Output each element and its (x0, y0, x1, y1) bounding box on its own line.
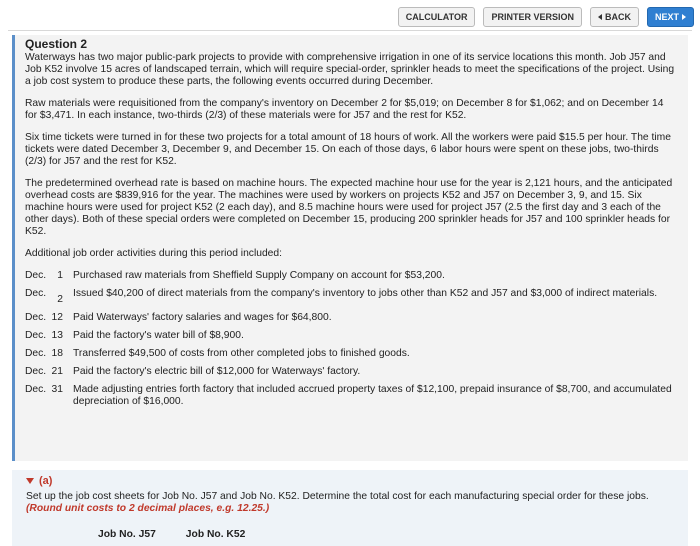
calculator-button[interactable] (398, 7, 476, 27)
back-button[interactable] (590, 7, 639, 27)
activity-day: 31 (51, 384, 63, 395)
activity-text: Issued $40,200 of direct materials from the company's inventory to jobs other than K52 and J57 and $3,000 of indirect materials. (73, 288, 658, 299)
instruction-text: Set up the job cost sheets for Job No. J57 and Job No. K52. Determine the total cost for each manufacturing special order for these jobs. (26, 491, 649, 502)
tab-job-k52[interactable]: Job No. K52 (185, 529, 246, 540)
activity-text: Paid Waterways' factory salaries and wages for $64,800. (73, 312, 332, 323)
rounding-note: (Round unit costs to 2 decimal places, e.g. 12.25.) (26, 503, 270, 514)
activity-month: Dec. (25, 312, 47, 323)
activity-month: Dec. (25, 384, 47, 395)
activity-row (25, 384, 678, 408)
part-a-label: (a) (39, 475, 53, 487)
intro-paragraph: Waterways has two major public-park projects to provide with comprehensive irrigation in one of its service locations this month. Job J57 and Job K52 involve 15 acres of landscaped terrain, which will require special-order, sprinkler heads to meet the specifications of the project. Using a job cost system to produce these parts, the following events occurred during December. (25, 52, 675, 87)
activity-row (25, 366, 678, 378)
part-a-section (12, 470, 688, 546)
activity-text: Made adjusting entries forth factory that included accrued property taxes of $12,100, prepaid insurance of $8,700, and accumulated depreciation of $16,000. (73, 384, 672, 407)
activity-text: Paid the factory's electric bill of $12,000 for Waterways' factory. (73, 366, 361, 377)
additional-activities-heading: Additional job order activities during this period included: (25, 248, 282, 259)
toolbar (398, 7, 694, 27)
tab-job-j57[interactable]: Job No. J57 (98, 529, 156, 540)
time-tickets-paragraph: Six time tickets were turned in for these two projects for a total amount of 18 hours of work. All the workers were paid $15.5 per hour. The time tickets were dated December 3, December 9, and December 15. On each of those days, 6 labor hours were spent on these jobs, two-thirds (2/3) for J57 and the rest for K52. (25, 132, 671, 167)
activity-day: 21 (51, 366, 63, 377)
activity-month: Dec. (25, 288, 47, 299)
activity-row (25, 270, 678, 282)
activity-day: 1 (57, 270, 63, 281)
calculator-label: CALCULATOR (405, 12, 468, 22)
raw-materials-paragraph: Raw materials were requisitioned from the company's inventory on December 2 for $5,019; on December 8 for $1,062; and on December 14 for $3,471. In each instance, two-thirds (2/3) of these materials were for J57 and the rest for K52. (25, 98, 664, 121)
question-title: Question 2 (25, 37, 88, 51)
activity-month: Dec. (25, 366, 47, 377)
activity-row (25, 348, 678, 360)
next-button[interactable] (647, 7, 694, 27)
activity-row (25, 312, 678, 324)
activity-month: Dec. (25, 330, 47, 341)
activity-month: Dec. (25, 348, 47, 359)
activity-day: 18 (51, 348, 63, 359)
next-label: NEXT (654, 12, 679, 22)
printer-version-button[interactable] (483, 7, 582, 27)
activity-row (25, 288, 678, 306)
activity-row (25, 330, 678, 342)
activity-text: Transferred $49,500 of costs from other completed jobs to finished goods. (73, 348, 410, 359)
activity-day: 13 (51, 330, 63, 341)
caret-down-icon (26, 478, 34, 484)
activity-text: Paid the factory's water bill of $8,900. (73, 330, 244, 341)
back-arrow-icon (598, 14, 602, 20)
printer-version-label: PRINTER VERSION (491, 12, 574, 22)
next-arrow-icon (682, 14, 686, 20)
part-a-toggle[interactable] (26, 475, 676, 487)
job-tabs (26, 529, 676, 541)
question-card (12, 35, 688, 461)
toolbar-divider (8, 30, 692, 31)
back-label: BACK (604, 12, 631, 22)
activity-text: Purchased raw materials from Sheffield Supply Company on account for $53,200. (73, 270, 445, 281)
activity-month: Dec. (25, 270, 47, 281)
activity-day: 2 (57, 294, 63, 305)
overhead-paragraph: The predetermined overhead rate is based on machine hours. The expected machine hour use for the year is 2,121 hours, and the anticipated overhead costs are $839,916 for the year. The machines were used by workers on projects K52 and J57 on December 3, 9, and 15. Six machine hours were used for project K52 (2 each day), and 8.5 machine hours were used for project J57 (2.5 the first day and 3 each of the other days). Both of these special orders were completed on December 15, producing 200 sprinkler heads for J57 and 100 sprinkler heads for K52. (25, 178, 673, 237)
part-a-instruction (26, 491, 676, 515)
activities-list (25, 270, 678, 408)
activity-day: 12 (51, 312, 63, 323)
